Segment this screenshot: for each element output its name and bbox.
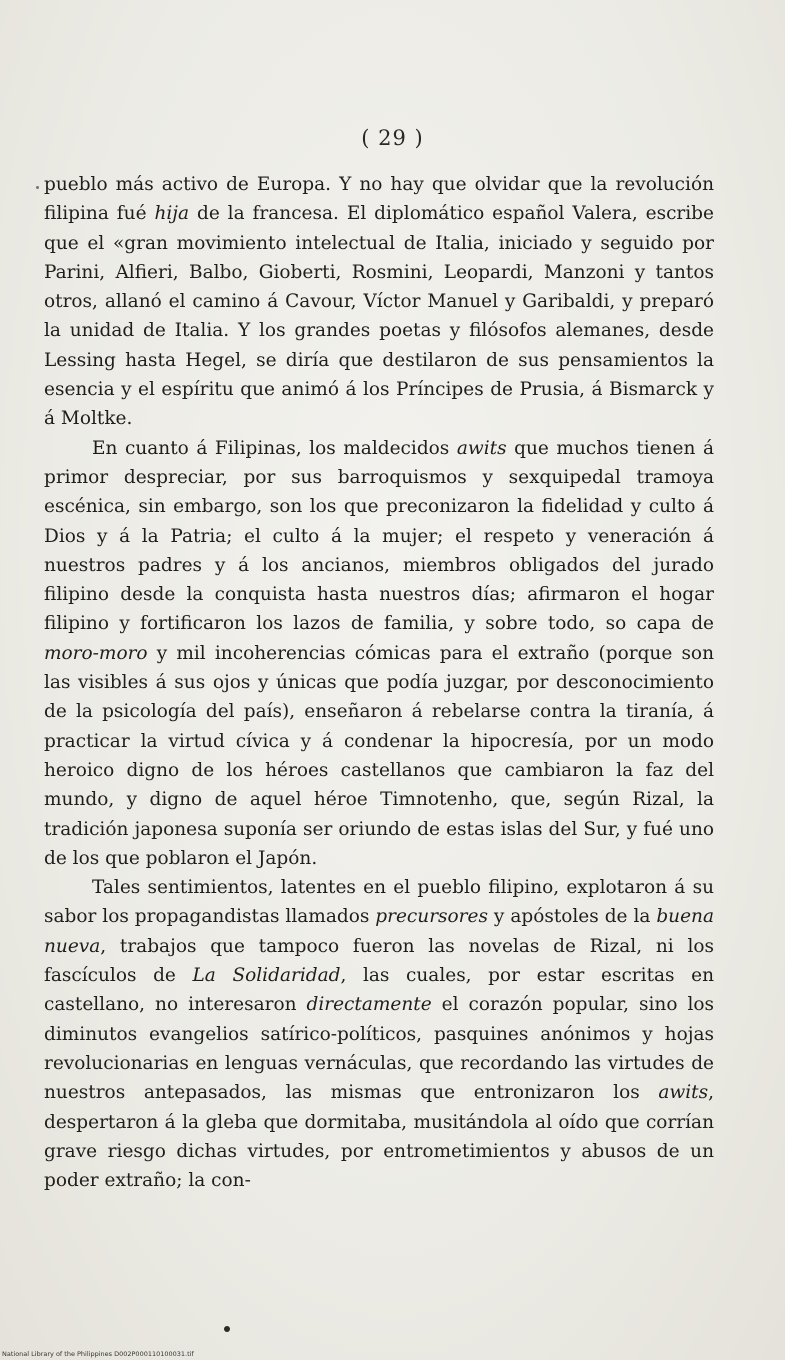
text-run: pueblo más activo de Europa. Y no hay que olvidar que la revolución filipina fué bbox=[44, 174, 714, 225]
paragraph-3 bbox=[44, 873, 714, 1195]
italic-term: awits bbox=[456, 437, 507, 459]
italic-term: awits bbox=[658, 1082, 709, 1104]
italic-term: precursores bbox=[375, 906, 488, 928]
text-run: En cuanto á Filipinas, los maldecidos bbox=[92, 437, 457, 459]
body-text bbox=[44, 170, 714, 1195]
paragraph-2 bbox=[44, 434, 714, 873]
text-run: que muchos tienen á primor despreciar, por sus barroquismos y sexquipedal tramoya escénica, sin embargo, son los que preconizaron la fidelidad y culto á Dios y á la Patria; el culto á la mujer; el respeto y veneración á nuestros padres y á los ancianos, miembros obligados del jurado filipino desde la conquista hasta nuestros días; afirmaron el hogar filipino y fortificaron los lazos de familia, y sobre todo, so capa de bbox=[44, 437, 714, 635]
ink-speck bbox=[224, 1326, 230, 1332]
text-run: , despertaron á la gleba que dormitaba, musitándola al oído que corrían grave riesgo dichas virtudes, por entrometimientos y abusos de un poder extraño; la con- bbox=[44, 1082, 714, 1192]
italic-term: directamente bbox=[306, 994, 432, 1016]
ink-speck bbox=[36, 186, 39, 189]
italic-term: moro-moro bbox=[44, 642, 148, 664]
text-run: el corazón popular, sino los diminutos evangelios satírico-políticos, pasquines anónimos y hojas revolucionarias en lenguas vernáculas, que recordando las virtudes de nuestros antepasados, las mismas que entronizaron los bbox=[44, 994, 715, 1104]
italic-term: La Solidaridad bbox=[192, 965, 341, 987]
italic-term: buena nueva bbox=[44, 906, 714, 957]
page-number: ( 29 ) bbox=[361, 126, 424, 150]
text-run: y mil incoherencias cómicas para el extraño (porque son las visibles á sus ojos y únicas que podía juzgar, por desconocimiento de la psicología del país), enseñaron á rebelarse contra la tiranía, á practicar la virtud cívica y á condenar la hipocresía, por un modo heroico digno de los héroes castellanos que cambiaron la faz del mundo, y digno de aquel héroe Timnotenho, que, según Rizal, la tradición japonesa suponía ser oriundo de estas islas del Sur, y fué uno de los que poblaron el Japón. bbox=[44, 642, 714, 869]
text-run: Tales sentimientos, latentes en el pueblo filipino, explotaron á su sabor los propagandistas llamados bbox=[44, 877, 714, 928]
text-run: y apóstoles de la bbox=[487, 906, 657, 928]
archive-footer: National Library of the Philippines D002P000110100031.tif bbox=[2, 1350, 194, 1358]
text-run: , trabajos que tampoco fueron las novelas de Rizal, ni los fascículos de bbox=[44, 935, 714, 987]
text-run: de la francesa. El diplomático español Valera, escribe que el «gran movimiento intelectual de Italia, iniciado y seguido por Parini, Alfieri, Balbo, Gioberti, Rosmini, Leopardi, Manzoni y tantos otros, allanó el camino á Cavour, Víctor Manuel y Garibaldi, y preparó la unidad de Italia. Y los grandes poetas y filósofos alemanes, desde Lessing hasta Hegel, se diría que destilaron de sus pensamientos la esencia y el espíritu que animó á los Príncipes de Prusia, á Bismarck y á Moltke. bbox=[44, 203, 714, 430]
paragraph-1 bbox=[44, 170, 714, 434]
italic-term: hija bbox=[154, 203, 190, 225]
text-run: , las cuales, por estar escritas en castellano, no interesaron bbox=[44, 965, 715, 1016]
